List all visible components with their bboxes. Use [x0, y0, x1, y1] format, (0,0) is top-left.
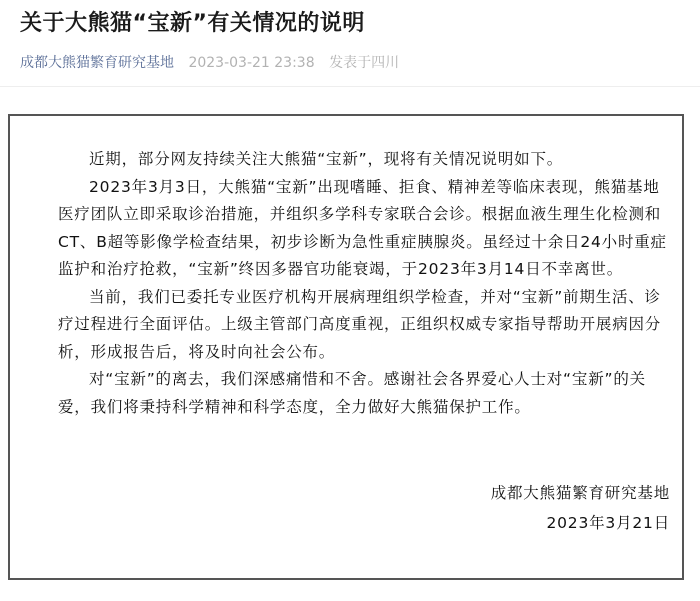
signature-block [491, 478, 670, 538]
header-divider [0, 86, 700, 87]
paragraph-condolence: 对“宝新”的离去，我们深感痛惜和不舍。感谢社会各界爱心人士对“宝新”的关爱，我们将秉持科学精神和科学态度，全力做好大熊猫保护工作。 [58, 370, 646, 416]
signature-org: 成都大熊猫繁育研究基地 [490, 484, 670, 502]
article-meta [20, 52, 399, 72]
statement-body [58, 146, 669, 421]
author-link[interactable]: 成都大熊猫繁育研究基地 [20, 55, 174, 71]
article-title: 关于大熊猫“宝新”有关情况的说明 [20, 11, 365, 36]
publish-location: 发表于四川 [329, 55, 400, 71]
paragraph-investigation: 当前，我们已委托专业医疗机构开展病理组织学检查，并对“宝新”前期生活、诊疗过程进行全面评估。上级主管部门高度重视，正组织权威专家指导帮助开展病因分析，形成报告后，将及时向社会公布。 [58, 287, 662, 361]
paragraph-intro: 近期，部分网友持续关注大熊猫“宝新”，现将有关情况说明如下。 [89, 150, 564, 168]
publish-time: 2023-03-21 23:38 [188, 55, 315, 71]
signature-date: 2023年3月21日 [546, 514, 670, 532]
paragraph-diagnosis: 2023年3月3日，大熊猫“宝新”出现嗜睡、拒食、精神差等临床表现，熊猫基地医疗团队立即采取诊治措施，并组织多学科专家联合会诊。根据血液生理生化检测和CT、B超等影像学检查结果，初步诊断为急性重症胰腺炎。虽经过十余日24小时重症监护和治疗抢救，“宝新”终因多器官功能衰竭，于2023年3月14日不幸离世。 [58, 177, 667, 278]
statement-image [8, 114, 684, 580]
